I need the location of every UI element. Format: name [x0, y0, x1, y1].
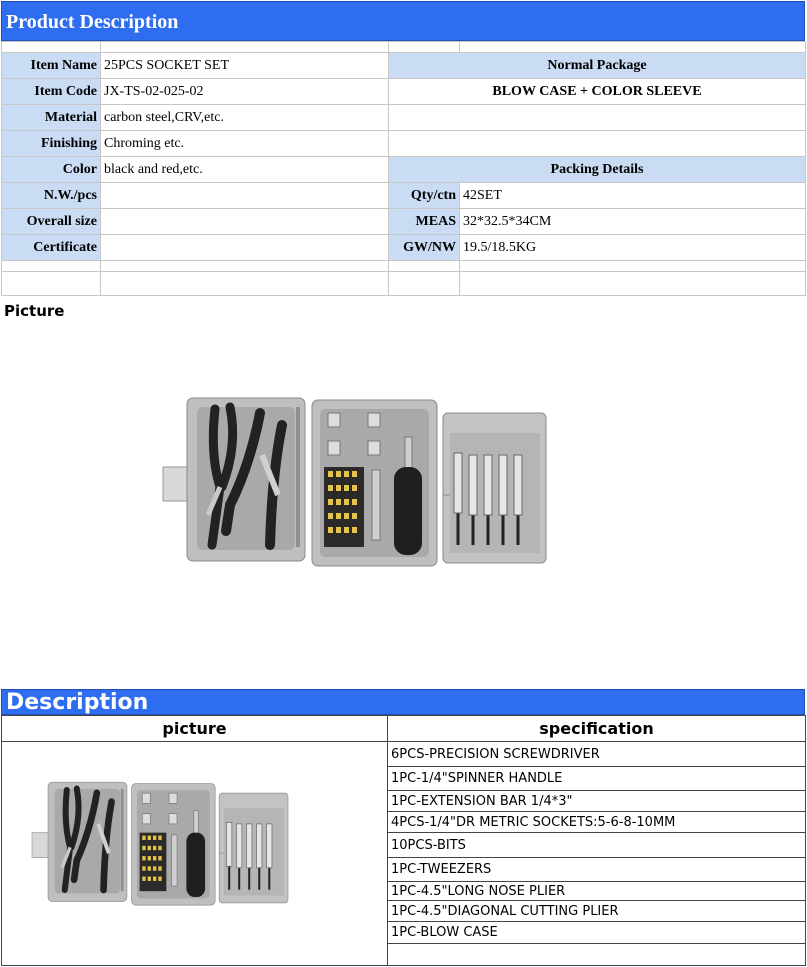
spec-item — [388, 944, 806, 966]
description-header: Description — [1, 689, 805, 715]
qty-value: 42SET — [460, 183, 806, 209]
spec-table — [1, 41, 806, 296]
tool-set-thumbnail — [30, 780, 292, 908]
packing-details-header: Packing Details — [389, 157, 806, 183]
spec-item: 6PCS-PRECISION SCREWDRIVER — [388, 742, 806, 767]
description-picture-cell — [2, 742, 388, 966]
spec-item: 4PCS-1/4"DR METRIC SOCKETS:5-6-8-10MM — [388, 812, 806, 833]
certificate-label: Certificate — [2, 235, 101, 261]
finishing-label: Finishing — [2, 131, 101, 157]
spec-item: 1PC-EXTENSION BAR 1/4*3" — [388, 791, 806, 812]
color-label: Color — [2, 157, 101, 183]
gw-label: GW/NW — [389, 235, 460, 261]
meas-label: MEAS — [389, 209, 460, 235]
tool-set-image — [160, 395, 552, 570]
spec-item: 10PCS-BITS — [388, 833, 806, 858]
finishing-value: Chroming etc. — [101, 131, 389, 157]
spec-item: 1PC-BLOW CASE — [388, 922, 806, 944]
qty-label: Qty/ctn — [389, 183, 460, 209]
nw-value — [101, 183, 389, 209]
description-table — [1, 715, 806, 966]
material-value: carbon steel,CRV,etc. — [101, 105, 389, 131]
spec-item: 1PC-1/4"SPINNER HANDLE — [388, 767, 806, 791]
spec-item: 1PC-TWEEZERS — [388, 858, 806, 882]
item-name-value: 25PCS SOCKET SET — [101, 53, 389, 79]
meas-value: 32*32.5*34CM — [460, 209, 806, 235]
picture-column-header: picture — [2, 716, 388, 742]
item-code-label: Item Code — [2, 79, 101, 105]
nw-label: N.W./pcs — [2, 183, 101, 209]
certificate-value — [101, 235, 389, 261]
picture-label: Picture — [4, 302, 65, 320]
normal-package-header: Normal Package — [389, 53, 806, 79]
spec-item: 1PC-4.5"DIAGONAL CUTTING PLIER — [388, 901, 806, 922]
overall-size-value — [101, 209, 389, 235]
normal-package-value: BLOW CASE + COLOR SLEEVE — [389, 79, 806, 105]
specification-column-header: specification — [388, 716, 806, 742]
overall-size-label: Overall size — [2, 209, 101, 235]
material-label: Material — [2, 105, 101, 131]
product-description-header: Product Description — [1, 1, 805, 41]
item-code-value: JX-TS-02-025-02 — [101, 79, 389, 105]
spec-item: 1PC-4.5"LONG NOSE PLIER — [388, 882, 806, 901]
item-name-label: Item Name — [2, 53, 101, 79]
color-value: black and red,etc. — [101, 157, 389, 183]
gw-value: 19.5/18.5KG — [460, 235, 806, 261]
